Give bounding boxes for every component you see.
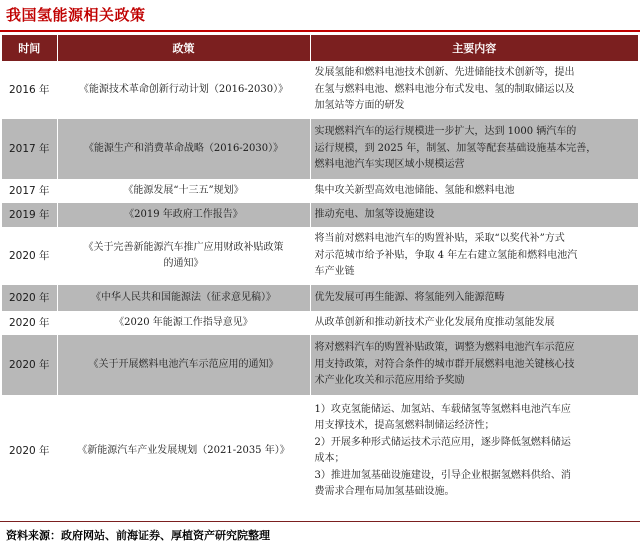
content-line: 用支持政策，对符合条件的城市群开展燃料电池关键核心技 bbox=[314, 358, 575, 370]
content-line: 将对燃料汽车的购置补贴政策，调整为燃料电池汽车示范应 bbox=[314, 342, 575, 354]
row-content bbox=[310, 335, 638, 395]
content-line: 实现燃料汽车的运行规模进一步扩大，达到 1000 辆汽车的 bbox=[314, 126, 577, 138]
content-line: 加氢站等方面的研发 bbox=[314, 100, 405, 112]
row-content bbox=[310, 203, 638, 227]
content-line: 费需求合理布局加氢基础设施。 bbox=[314, 486, 455, 497]
policy-line: 的通知》 bbox=[163, 258, 204, 269]
page-title: 我国氢能源相关政策 bbox=[6, 6, 146, 24]
content-line: 用支撑技术，提高氢燃料制储运经济性； bbox=[314, 420, 495, 431]
row-content bbox=[310, 179, 638, 203]
table-row bbox=[2, 179, 638, 203]
header-time: 时间 bbox=[2, 35, 57, 61]
table-row bbox=[2, 285, 638, 311]
table-row bbox=[2, 203, 638, 227]
row-content bbox=[310, 285, 638, 311]
row-policy: 《新能源汽车产业发展规划（2021-2035 年）》 bbox=[57, 395, 310, 507]
row-content bbox=[310, 311, 638, 335]
table-row bbox=[2, 335, 638, 395]
table-row bbox=[2, 119, 638, 179]
source-note: 资料来源：政府网站、前海证券、厚植资产研究院整理 bbox=[6, 529, 270, 542]
header-content: 主要内容 bbox=[310, 35, 638, 61]
policy-table bbox=[2, 35, 638, 507]
row-year: 2019 年 bbox=[2, 203, 57, 227]
content-line: 发展氢能和燃料电池技术创新、先进储能技术创新等，提出 bbox=[314, 67, 575, 79]
content-line: 推动充电、加氢等设施建设 bbox=[314, 208, 435, 220]
row-year: 2020 年 bbox=[2, 227, 57, 285]
row-year: 2020 年 bbox=[2, 335, 57, 395]
row-year: 2020 年 bbox=[2, 395, 57, 507]
content-line: 3）推进加氢基础设施建设，引导企业根据氢燃料供给、消 bbox=[314, 469, 571, 481]
row-year: 2020 年 bbox=[2, 311, 57, 335]
content-line: 车产业链 bbox=[314, 266, 355, 278]
content-line: 将当前对燃料电池汽车的购置补贴，采取“以奖代补”方式 bbox=[314, 233, 565, 245]
row-policy bbox=[57, 227, 310, 285]
title-divider bbox=[0, 30, 640, 32]
content-line: 运行规模，到 2025 年，制氢、加氢等配套基础设施基本完善， bbox=[314, 142, 597, 154]
row-year: 2017 年 bbox=[2, 179, 57, 203]
content-line: 燃料电池汽车实现区域小规模运营 bbox=[314, 159, 465, 171]
policy-line: 《关于完善新能源汽车推广应用财政补贴政策 bbox=[83, 241, 284, 253]
row-content bbox=[310, 119, 638, 179]
row-content bbox=[310, 227, 638, 285]
row-policy: 《能源发展“十三五”规划》 bbox=[57, 179, 310, 203]
row-content bbox=[310, 61, 638, 119]
row-year: 2020 年 bbox=[2, 285, 57, 311]
content-line: 集中攻关新型高效电池储能、氢能和燃料电池 bbox=[314, 184, 515, 196]
content-line: 在氢与燃料电池、燃料电池分布式发电、氢的制取储运以及 bbox=[314, 83, 575, 95]
row-policy: 《关于开展燃料电池汽车示范应用的通知》 bbox=[57, 335, 310, 395]
table-row bbox=[2, 61, 638, 119]
row-year: 2016 年 bbox=[2, 61, 57, 119]
row-policy: 《2019 年政府工作报告》 bbox=[57, 203, 310, 227]
content-line: 从政革创新和推动新技术产业化发展角度推动氢能发展 bbox=[314, 316, 555, 328]
row-policy: 《中华人民共和国能源法（征求意见稿）》 bbox=[57, 285, 310, 311]
content-line: 成本； bbox=[314, 453, 345, 464]
header-policy: 政策 bbox=[57, 35, 310, 61]
table-row bbox=[2, 311, 638, 335]
content-line: 优先发展可再生能源、将氢能列入能源范畴 bbox=[314, 291, 505, 303]
table-header-row bbox=[2, 35, 638, 61]
content-line: 术产业化攻关和示范应用给予奖励 bbox=[314, 375, 465, 387]
row-policy: 《2020 年能源工作指导意见》 bbox=[57, 311, 310, 335]
table-row bbox=[2, 395, 638, 507]
content-line: 对示范城市给予补贴，争取 4 年左右建立氢能和燃料电池汽 bbox=[314, 249, 578, 261]
table-row bbox=[2, 227, 638, 285]
content-line: 2）开展多种形式储运技术示范应用，逐步降低氢燃料储运 bbox=[314, 436, 571, 448]
row-content bbox=[310, 395, 638, 507]
source-divider bbox=[0, 521, 640, 522]
content-line: 1）攻克氢能储运、加氢站、车载储氢等氢燃料电池汽车应 bbox=[314, 403, 571, 415]
row-policy: 《能源技术革命创新行动计划（2016-2030）》 bbox=[57, 61, 310, 119]
row-policy: 《能源生产和消费革命战略（2016-2030）》 bbox=[57, 119, 310, 179]
row-year: 2017 年 bbox=[2, 119, 57, 179]
